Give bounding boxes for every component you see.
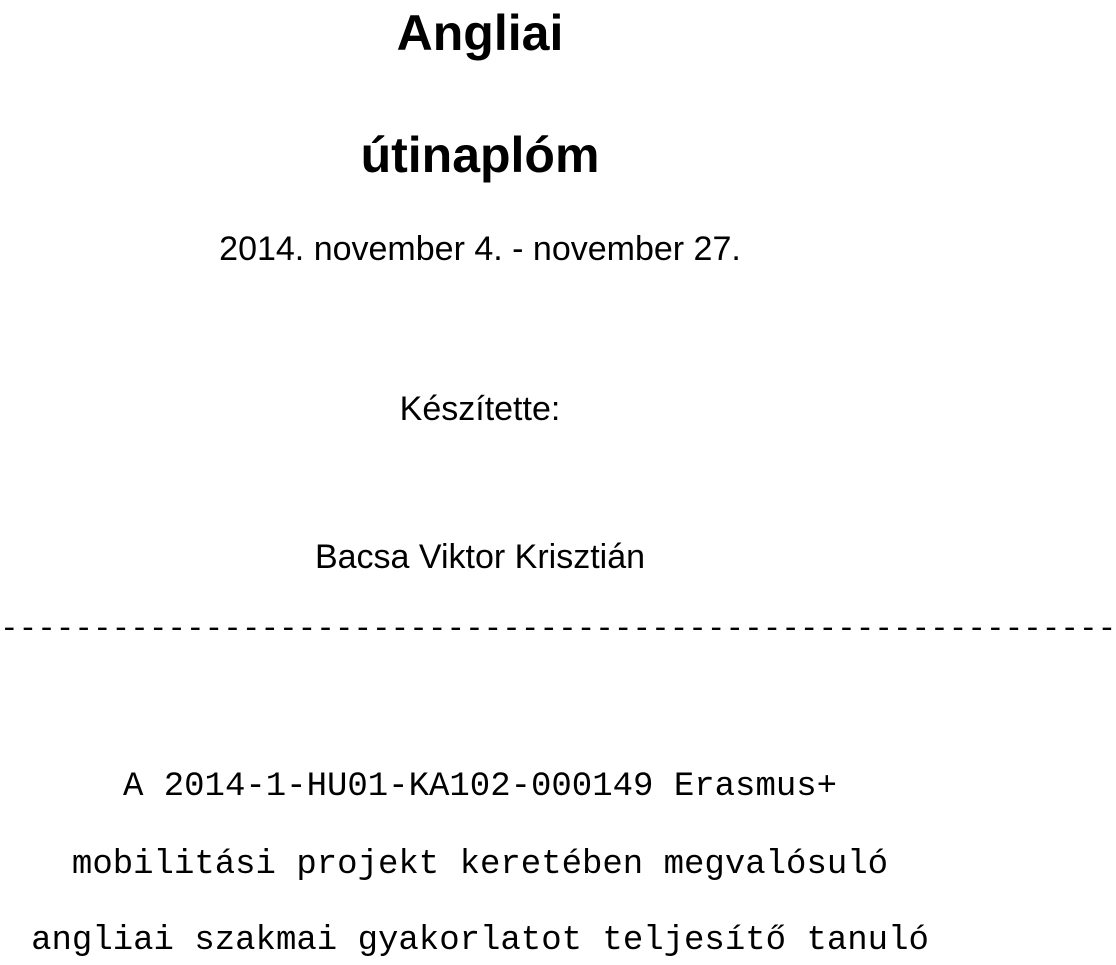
project-line-2: mobilitási projekt keretében megvalósuló	[71, 846, 889, 884]
author-label: Készítette:	[399, 390, 561, 428]
title-line-1: Angliai	[396, 5, 564, 61]
title-line-2: útinaplóm	[360, 127, 600, 183]
project-line-1: A 2014-1-HU01-KA102-000149 Erasmus+	[122, 768, 838, 806]
date-range: 2014. november 4. - november 27.	[219, 230, 741, 268]
dashed-separator: ------------------------------------------------------------	[0, 612, 1116, 647]
author-name: Bacsa Viktor Krisztián	[314, 538, 646, 576]
project-line-3: angliai szakmai gyakorlatot teljesítő tanuló	[31, 922, 929, 960]
